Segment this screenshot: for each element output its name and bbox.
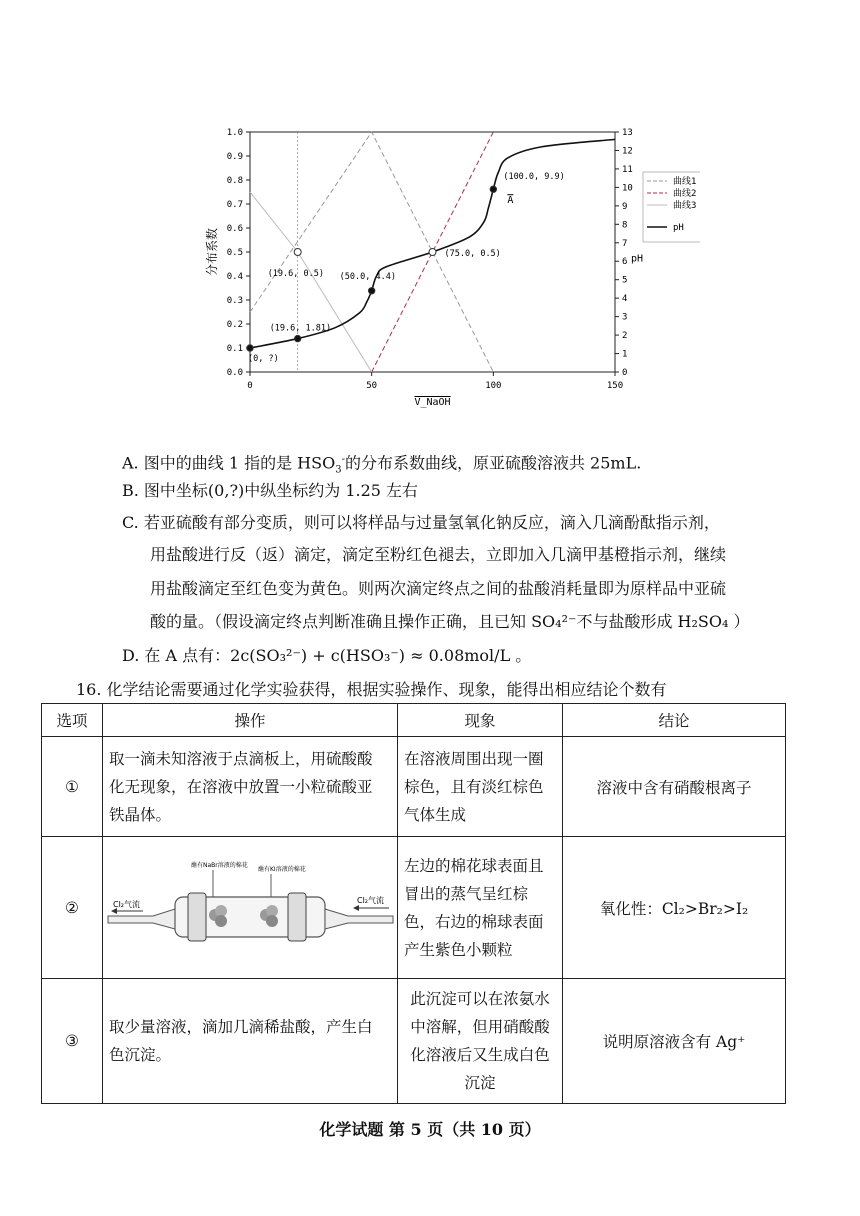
row-phenomenon: 在溶液周围出现一圈 棕色，且有淡红棕色 气体生成 (398, 737, 563, 837)
y-left-tick-label: 0.1 (226, 344, 243, 354)
data-label: (100.0, 9.9) (503, 172, 565, 183)
data-point (294, 249, 301, 256)
y-left-axis-label: 分布系数 (205, 227, 219, 277)
x-tick-label: 0 (247, 381, 253, 391)
row-conclusion: 溶液中含有硝酸根离子 (563, 737, 786, 837)
y-left-tick-label: 0.0 (226, 368, 243, 378)
ki-cotton-label: 蘸有KI溶液的棉花 (258, 866, 306, 873)
data-point (490, 186, 496, 192)
data-label: (50.0, 4.4) (339, 271, 396, 282)
y-right-tick-label: 7 (622, 238, 628, 249)
y-left-tick-label: 0.6 (226, 224, 243, 234)
legend-item: 曲线1 (673, 177, 697, 187)
y-left-tick-label: 0.3 (226, 296, 243, 306)
y-right-tick-label: 12 (622, 146, 633, 157)
option-c-line1: C. 若亚硫酸有部分变质，则可以将样品与过量氢氧化钠反应，滴入几滴酚酞指示剂， (122, 513, 720, 532)
x-tick-label: 100 (485, 381, 502, 391)
header-phenomenon: 现象 (398, 704, 563, 737)
question-16: 16. 化学结论需要通过化学实验获得，根据实验操作、现象，能得出相应结论个数有 (76, 680, 667, 699)
y-left-tick-label: 0.7 (226, 200, 243, 210)
row-option: ② (42, 837, 103, 979)
data-point (368, 288, 374, 294)
row-operation: 取少量溶液，滴加几滴稀盐酸，产生白 色沉淀。 (103, 979, 398, 1104)
row-conclusion: 说明原溶液含有 Ag⁺ (563, 979, 786, 1104)
y-right-tick-label: 11 (622, 164, 633, 175)
option-c-line3: 用盐酸滴定至红色变为黄色。则两次滴定终点之间的盐酸消耗量即为原样品中亚硫 (150, 579, 727, 598)
data-point (247, 345, 253, 351)
cl2-flow-out-label: Cl₂气流 (113, 900, 141, 909)
table-row (42, 837, 786, 979)
y-right-tick-label: 0 (622, 368, 628, 378)
data-label: (19.6, 1.81) (269, 323, 332, 334)
y-left-tick-label: 0.4 (226, 272, 243, 282)
header-operation: 操作 (103, 704, 398, 737)
y-right-tick-label: 10 (622, 183, 633, 194)
y-left-tick-label: 0.5 (226, 248, 243, 258)
series-pH (250, 139, 615, 348)
x-axis-label: V_NaOH (414, 397, 451, 408)
row-phenomenon: 左边的棉花球表面且 冒出的蒸气呈红棕 色，右边的棉球表面 产生紫色小颗粒 (398, 837, 563, 979)
row-option: ③ (42, 979, 103, 1104)
table-row (42, 737, 786, 837)
row-operation: 取一滴未知溶液于点滴板上，用硫酸酸 化无现象，在溶液中放置一小粒硫酸亚 铁晶体。 (103, 737, 398, 837)
y-right-tick-label: 9 (622, 201, 628, 212)
x-tick-label: 150 (606, 381, 624, 391)
y-right-tick-label: 13 (622, 128, 633, 138)
y-right-tick-label: 6 (622, 257, 628, 268)
y-right-axis-label: pH (630, 253, 644, 265)
titration-chart (180, 110, 700, 410)
data-point (429, 249, 436, 256)
y-right-tick-label: 5 (622, 275, 628, 286)
y-right-tick-label: 8 (622, 220, 628, 231)
header-option: 选项 (42, 704, 103, 737)
row-option: ① (42, 737, 103, 837)
option-c-line2: 用盐酸进行反（返）滴定，滴定至粉红色褪去，立即加入几滴甲基橙指示剂，继续 (150, 545, 727, 564)
y-left-tick-label: 0.2 (226, 320, 243, 330)
apparatus-illustration (103, 837, 397, 974)
header-conclusion: 结论 (563, 704, 786, 737)
legend-item: 曲线3 (673, 201, 697, 211)
row-phenomenon: 此沉淀可以在浓氨水 中溶解，但用硝酸酸 化溶液后又生成白色 沉淀 (398, 979, 563, 1104)
table-header-row (42, 704, 786, 737)
legend-item: 曲线2 (673, 189, 697, 199)
option-c-line4: 酸的量。（假设滴定终点判断准确且操作正确，且已知 SO₄²⁻不与盐酸形成 H₂SO₄ ） (150, 612, 750, 631)
row-apparatus-figure (103, 837, 398, 979)
experiment-table (41, 703, 786, 1104)
cl2-flow-in-label: Cl₂气流 (357, 896, 385, 905)
y-right-tick-label: 2 (622, 331, 628, 342)
y-left-tick-label: 0.9 (226, 152, 243, 162)
point-a-label: A (507, 195, 514, 207)
nabr-cotton-label: 蘸有NaBr溶液的棉花 (191, 862, 248, 869)
option-b: B. 图中坐标(0,?)中纵坐标约为 1.25 左右 (122, 481, 419, 500)
y-right-tick-label: 3 (622, 312, 628, 323)
data-label: (75.0, 0.5) (444, 249, 501, 259)
legend-item: pH (673, 223, 684, 233)
arrow-left-icon (353, 905, 359, 911)
y-left-tick-label: 1.0 (226, 128, 243, 138)
row-conclusion: 氧化性：Cl₂>Br₂>I₂ (563, 837, 786, 979)
y-left-tick-label: 0.8 (226, 176, 243, 186)
data-label: (0, ?) (248, 354, 279, 364)
option-d: D. 在 A 点有：2c(SO₃²⁻) + c(HSO₃⁻) ≈ 0.08mol/L 。 (122, 646, 532, 665)
x-tick-label: 50 (366, 381, 378, 391)
y-right-tick-label: 1 (622, 349, 628, 360)
page-footer: 化学试题 第 5 页（共 10 页） (319, 1120, 541, 1139)
table-row (42, 979, 786, 1104)
data-label: (19.6, 0.5) (267, 269, 324, 279)
y-right-tick-label: 4 (622, 294, 628, 305)
option-a: A. 图中的曲线 1 指的是 $HSO_3^-$的分布系数曲线，原亚硫酸溶液共 25mL. (122, 453, 642, 476)
data-point (294, 335, 300, 341)
